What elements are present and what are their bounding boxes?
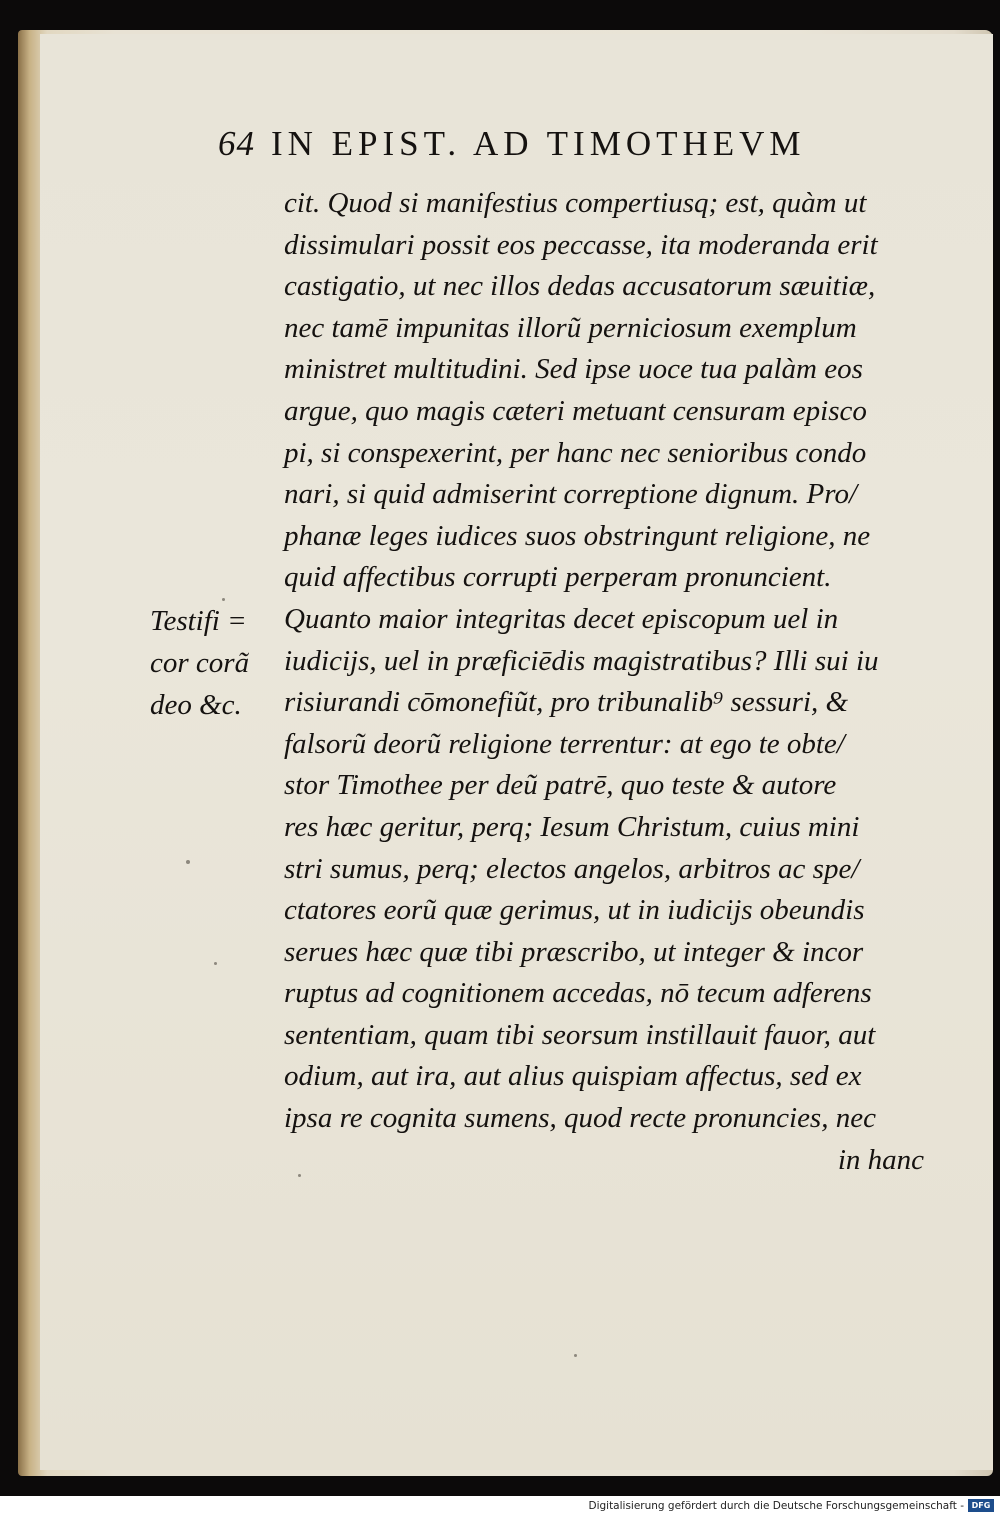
- text-line: ctatores eorũ quæ gerimus, ut in iudicijs obeundis: [284, 894, 865, 927]
- text-line: ministret multitudini. Sed ipse uoce tua palàm eos: [284, 353, 863, 386]
- text-line: nec tamē impunitas illorũ perniciosum exemplum: [284, 311, 857, 344]
- running-title: IN EPIST. AD TIMOTHEVM: [271, 124, 806, 163]
- text-line: risiurandi cōmonefiũt, pro tribunalib⁹ sessuri, &: [284, 686, 849, 719]
- text-line: sententiam, quam tibi seorsum instillauit fauor, aut: [284, 1018, 876, 1051]
- body-text: [284, 183, 924, 1181]
- text-line: pi, si conspexerint, per hanc nec senioribus condo: [284, 436, 867, 469]
- ink-speck: [298, 1174, 301, 1177]
- text-line: stor Timothee per deũ patrē, quo teste & autore: [284, 769, 837, 802]
- ink-speck: [574, 1354, 577, 1357]
- text-line: stri sumus, perq; electos angelos, arbitros ac spe/: [284, 852, 860, 885]
- dfg-logo: DFG: [968, 1499, 994, 1512]
- text-line: serues hæc quæ tibi præscribo, ut integer & incor: [284, 935, 864, 968]
- text-line: quid affectibus corrupti perperam pronuncient.: [284, 561, 832, 594]
- page-number: 64: [218, 124, 255, 163]
- text-line: dissimulari possit eos peccasse, ita moderanda erit: [284, 228, 878, 261]
- ink-speck: [214, 962, 217, 965]
- text-line: iudicijs, uel in præficiēdis magistratibus? Illi sui iu: [284, 644, 879, 677]
- ink-speck: [186, 860, 190, 864]
- text-line: nari, si quid admiserint correptione dignum. Pro/: [284, 478, 858, 511]
- running-header: [218, 124, 930, 164]
- text-line: phanæ leges iudices suos obstringunt religione, ne: [284, 519, 871, 552]
- text-line: res hæc geritur, perq; Iesum Christum, cuius mini: [284, 810, 860, 843]
- text-line: cit. Quod si manifestius compertiusq; est, quàm ut: [284, 187, 867, 219]
- footer-credit: Digitalisierung gefördert durch die Deutsche Forschungsgemeinschaft -: [588, 1500, 964, 1512]
- text-line: odium, aut ira, aut alius quispiam affectus, sed ex: [284, 1060, 862, 1093]
- catchword: in hanc: [837, 1143, 924, 1176]
- text-line: ruptus ad cognitionem accedas, nō tecum adferens: [284, 977, 872, 1010]
- text-line: falsorũ deorũ religione terrentur: at ego te obte/: [284, 727, 845, 760]
- text-line: Quanto maior integritas decet episcopum uel in: [284, 602, 839, 635]
- text-line: ipsa re cognita sumens, quod recte pronuncies, nec: [284, 1102, 876, 1135]
- margin-note-line: deo &c.: [150, 689, 242, 721]
- margin-note-line: cor corã: [150, 647, 250, 679]
- text-line: castigatio, ut nec illos dedas accusatorum sæuitiæ,: [284, 270, 876, 303]
- text-line: argue, quo magis cæteri metuant censuram episco: [284, 394, 867, 427]
- ink-speck: [222, 598, 225, 601]
- margin-note: [150, 600, 249, 726]
- margin-note-line: Testifi =: [150, 605, 247, 637]
